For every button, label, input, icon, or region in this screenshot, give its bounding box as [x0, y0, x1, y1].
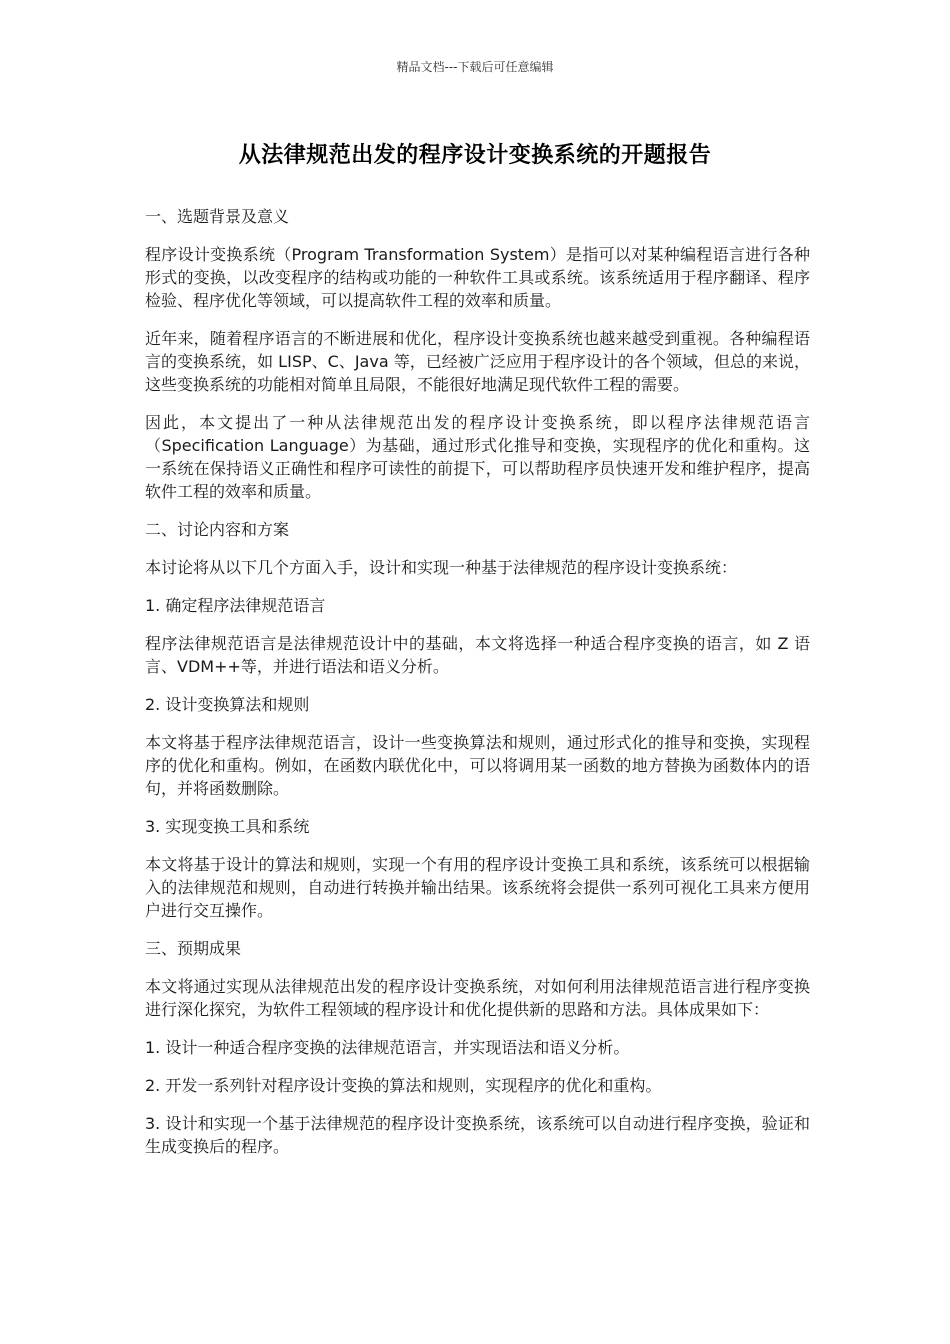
list-item: 3. 设计和实现一个基于法律规范的程序设计变换系统，该系统可以自动进行程序变换，验证和生成变换后的程序。 — [145, 1114, 810, 1156]
section-heading-background: 一、选题背景及意义 — [145, 207, 290, 226]
paragraph: 本文将基于设计的算法和规则，实现一个有用的程序设计变换工具和系统，该系统可以根据输入的法律规范和规则，自动进行转换并输出结果。该系统将会提供一系列可视化工具来方便用户进行交互操作。 — [145, 855, 810, 920]
header-note: 精品文档---下载后可任意编辑 — [396, 60, 554, 74]
subheading: 3. 实现变换工具和系统 — [145, 817, 310, 836]
paragraph: 本讨论将从以下几个方面入手，设计和实现一种基于法律规范的程序设计变换系统： — [145, 558, 738, 577]
list-item: 1. 设计一种适合程序变换的法律规范语言，并实现语法和语义分析。 — [145, 1038, 630, 1057]
subheading: 2. 设计变换算法和规则 — [145, 695, 310, 714]
subheading: 1. 确定程序法律规范语言 — [145, 596, 326, 615]
section-heading-content: 二、讨论内容和方案 — [145, 520, 290, 539]
document-body — [145, 205, 810, 1173]
paragraph: 本文将通过实现从法律规范出发的程序设计变换系统，对如何利用法律规范语言进行程序变换进行深化探究，为软件工程领域的程序设计和优化提供新的思路和方法。具体成果如下： — [145, 977, 810, 1019]
section-heading-results: 三、预期成果 — [145, 939, 242, 958]
paragraph: 因此，本文提出了一种从法律规范出发的程序设计变换系统，即以程序法律规范语言（Specification Language）为基础，通过形式化推导和变换，实现程序的优化和重构。这一系统在保持语义正确性和程序可读性的前提下，可以帮助程序员快速开发和维护程序，提高软件工程的效率和质量。 — [145, 413, 810, 501]
paragraph: 本文将基于程序法律规范语言，设计一些变换算法和规则，通过形式化的推导和变换，实现程序的优化和重构。例如，在函数内联优化中，可以将调用某一函数的地方替换为函数体内的语句，并将函数删除。 — [145, 733, 810, 798]
paragraph: 程序法律规范语言是法律规范设计中的基础，本文将选择一种适合程序变换的语言，如 Z 语言、VDM++等，并进行语法和语义分析。 — [145, 634, 810, 676]
paragraph: 近年来，随着程序语言的不断进展和优化，程序设计变换系统也越来越受到重视。各种编程语言的变换系统，如 LISP、C、Java 等，已经被广泛应用于程序设计的各个领域，但总的来说，这些变换系统的功能相对简单且局限，不能很好地满足现代软件工程的需要。 — [145, 329, 810, 394]
list-item: 2. 开发一系列针对程序设计变换的算法和规则，实现程序的优化和重构。 — [145, 1076, 662, 1095]
paragraph: 程序设计变换系统（Program Transformation System）是指可以对某种编程语言进行各种形式的变换，以改变程序的结构或功能的一种软件工具或系统。该系统适用于程序翻译、程序检验、程序优化等领域，可以提高软件工程的效率和质量。 — [145, 245, 810, 310]
document-title: 从法律规范出发的程序设计变换系统的开题报告 — [238, 143, 712, 168]
